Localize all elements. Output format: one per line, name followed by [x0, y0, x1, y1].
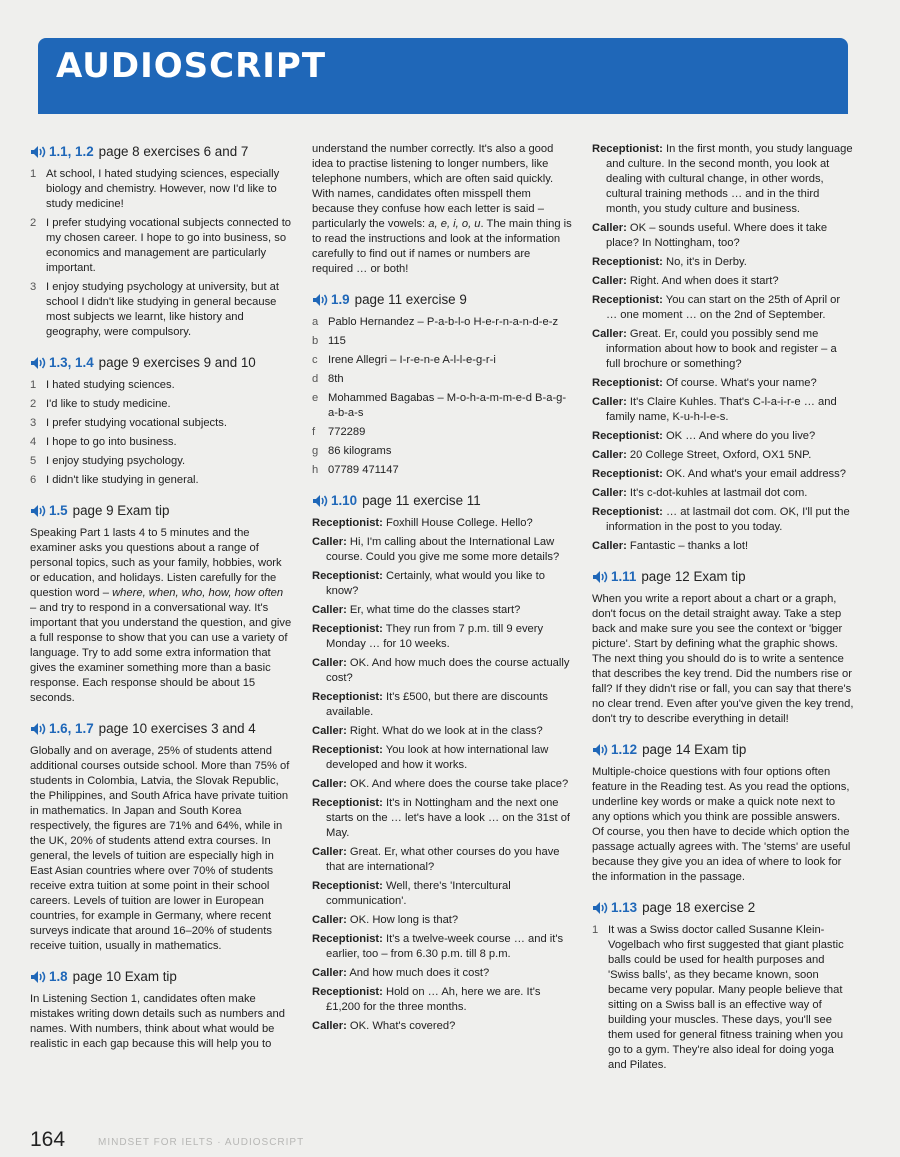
list-item: 3 I prefer studying vocational subjects. [30, 417, 227, 429]
dialogue-line: Receptionist: They run from 7 p.m. till 9 every Monday … for 10 weeks. [312, 623, 544, 650]
track-code: 1.8 [49, 969, 68, 984]
section-title: page 9 exercises 9 and 10 [98, 355, 256, 370]
section-title: page 14 Exam tip [642, 742, 747, 757]
section-header [592, 740, 854, 759]
section-1-3 [30, 353, 292, 488]
dialogue-line: Caller: Er, what time do the classes start? [312, 604, 521, 616]
section-1-6 [30, 719, 292, 954]
speaker-icon[interactable] [592, 901, 609, 915]
list-item: a Pablo Hernandez – P-a-b-l-o H-e-r-n-a-n-d-e-z [312, 316, 559, 328]
dialogue-line: Caller: Right. What do we look at in the class? [312, 725, 543, 737]
section-header [592, 567, 854, 586]
speaker-icon[interactable] [592, 570, 609, 584]
list-item: 2 I prefer studying vocational subjects connected to my chosen career. I hope to go into business, so economics and management are particularly important. [30, 217, 292, 274]
speaker-icon[interactable] [30, 722, 47, 736]
speaker-icon[interactable] [30, 970, 47, 984]
section-header [312, 491, 574, 510]
column-1 [30, 142, 292, 1065]
dialogue-line: Caller: Great. Er, could you possibly send me information about how to book and register – a full brochure or something? [592, 328, 837, 370]
section-title: page 9 Exam tip [72, 503, 170, 518]
lettered-list [312, 315, 574, 478]
numbered-list [30, 167, 292, 340]
list-item: f 772289 [312, 426, 366, 438]
section-header [312, 290, 574, 309]
section-1-1 [30, 142, 292, 340]
body-paragraph: Speaking Part 1 lasts 4 to 5 minutes and the examiner asks you questions about a range of personal topics, such as your family, hobbies, work or education, and holidays. Listen carefully for the question word – where, when, who, how, how often – and try to respond in a conversational way. It's important that you understand the question, and give a full response to show that you can use a variety of language. Try to add some extra information that gives the examiner something more than a basic response. Each response should be about 15 seconds. [30, 527, 292, 704]
body-paragraph: In Listening Section 1, candidates often make mistakes writing down details such as numbers and names. With numbers, think about what would be realistic in each gap because this will help you to [30, 993, 285, 1050]
track-code: 1.3, 1.4 [49, 355, 94, 370]
dialogue-line: Caller: OK. And where does the course take place? [312, 778, 569, 790]
list-item: b 115 [312, 335, 346, 347]
numbered-list [592, 923, 854, 1073]
section-1-11 [592, 567, 854, 727]
track-code: 1.1, 1.2 [49, 144, 94, 159]
track-code: 1.9 [331, 292, 350, 307]
list-item: 3 I enjoy studying psychology at university, but at school I didn't like studying in general because most subjects we learnt, like history and geography, were compulsory. [30, 281, 279, 338]
speaker-icon[interactable] [312, 293, 329, 307]
body-paragraph: understand the number correctly. It's also a good idea to practise listening to longer numbers, like telephone numbers, which are often said quickly. With names, candidates often misspell them because they confuse how each letter is said – particularly the vowels: a, e, i, o, u. The main thing is to read the instructions and look at the information carefully to find out if names or numbers are required … or both! [312, 143, 572, 275]
dialogue-line: Receptionist: You look at how international law developed and how it works. [312, 744, 549, 771]
track-code: 1.5 [49, 503, 68, 518]
dialogue-line: Receptionist: It's a twelve-week course … and it's earlier, too – from 6.30 p.m. till 8 p.m. [312, 933, 564, 960]
dialogue-line: Receptionist: Foxhill House College. Hello? [312, 517, 533, 529]
list-item: 6 I didn't like studying in general. [30, 474, 199, 486]
section-header [30, 353, 292, 372]
list-item: 4 I hope to go into business. [30, 436, 177, 448]
page-number: 164 [30, 1128, 66, 1151]
dialogue-line: Caller: OK. What's covered? [312, 1020, 456, 1032]
dialogue-line: Caller: OK. And how much does the course actually cost? [312, 657, 570, 684]
section-title: page 12 Exam tip [641, 569, 746, 584]
dialogue-line: Caller: Fantastic – thanks a lot! [592, 540, 749, 552]
dialogue-line: Receptionist: It's £500, but there are discounts available. [312, 691, 548, 718]
track-code: 1.6, 1.7 [49, 721, 94, 736]
audioscript-banner [38, 38, 848, 114]
body-paragraph: Globally and on average, 25% of students attend additional courses outside school. More than 75% of students in Colombia, Latvia, the Slovak Republic, the Philippines, and South Africa have private tuition in mathematics. In Japan and South Korea respectively, the figures are 71% and 64%, while in the UK, 20% of students attend extra courses. In general, the levels of tuition are especially high in East Asian countries where over 70% of students receive extra tuition at some point in their school careers. Levels of tuition are lower in European countries, for example in Germany, where recent surveys indicate that around 16–20% of students receive tuition, usually in mathematics. [30, 745, 290, 952]
section-1-8 [30, 967, 292, 1052]
dialogue-line: Receptionist: Well, there's 'Intercultural communication'. [312, 880, 511, 907]
numbered-list [30, 378, 292, 488]
section-title: page 11 exercise 11 [362, 493, 481, 508]
section-title: page 11 exercise 9 [354, 292, 467, 307]
body-paragraph: Multiple-choice questions with four options often feature in the Reading test. As you read the options, underline key words or make a quick note next to any options which you think are possible answers. Of course, you then have to decide which option the passage actually agrees with. The 'stems' are useful because they give you an idea of where to look for the information in the passage. [592, 766, 851, 883]
dialogue-line: Caller: OK. How long is that? [312, 914, 459, 926]
section-1-10 [312, 491, 574, 1034]
section-header [30, 719, 292, 738]
speaker-icon[interactable] [30, 356, 47, 370]
track-code: 1.10 [331, 493, 358, 508]
section-1-9 [312, 290, 574, 478]
dialogue-line: Receptionist: OK … And where do you live? [592, 430, 816, 442]
list-item: 1 I hated studying sciences. [30, 379, 175, 391]
dialogue-line: Caller: It's c-dot-kuhles at lastmail dot com. [592, 487, 808, 499]
dialogue-line: Caller: And how much does it cost? [312, 967, 490, 979]
dialogue-line: Receptionist: Of course. What's your name? [592, 377, 817, 389]
dialogue-line: Caller: Right. And when does it start? [592, 275, 779, 287]
section-1-13 [592, 898, 854, 1073]
running-footer: MINDSET FOR IELTS · AUDIOSCRIPT [98, 1137, 305, 1148]
track-code: 1.13 [611, 900, 638, 915]
section-title: page 10 Exam tip [72, 969, 177, 984]
list-item: d 8th [312, 373, 344, 385]
speaker-icon[interactable] [592, 743, 609, 757]
dialogue-line: Caller: 20 College Street, Oxford, OX1 5NP. [592, 449, 812, 461]
section-header [592, 898, 854, 917]
column-3 [592, 142, 854, 1086]
speaker-icon[interactable] [312, 494, 329, 508]
dialogue-line: Receptionist: No, it's in Derby. [592, 256, 747, 268]
track-code: 1.11 [611, 569, 637, 584]
body-paragraph: When you write a report about a chart or a graph, don't focus on the detail straight away. Take a step back and make sure you see the context or 'bigger picture'. Start by defining what the graphic shows. The next thing you should do is to write a sentence that describes the key trend. Did the numbers rise or fall? If they didn't rise or fall, you can say that there's no clear trend. Even after you've given the key trend, don't try to describe everything in detail! [592, 593, 854, 725]
dialogue-line: Receptionist: It's in Nottingham and the next one starts on the … let's have a look … on the 31st of May. [312, 797, 571, 839]
dialogue-line: Receptionist: Certainly, what would you like to know? [312, 570, 545, 597]
section-title: page 8 exercises 6 and 7 [98, 144, 249, 159]
dialogue-line: Receptionist: … at lastmail dot com. OK, I'll put the information in the post to you today. [592, 506, 850, 533]
column-2 [312, 142, 574, 1047]
speaker-icon[interactable] [30, 504, 47, 518]
dialogue-line: Receptionist: In the first month, you study language and culture. In the second month, you look at dealing with cultural change, in other words, cultural training methods … and in the third month, you study culture and business. [592, 143, 853, 215]
list-item: 1 It was a Swiss doctor called Susanne Klein-Vogelbach who first suggested that giant plastic balls could be used for health purposes and 'Swiss balls', as they became known, soon became very popular. Many people believe that sitting on a Swiss ball is an effective way of building your muscles. These days, you'll see them used for general fitness training when you go to a gym. They're also ideal for doing yoga and Pilates. [592, 924, 844, 1071]
speaker-icon[interactable] [30, 145, 47, 159]
section-1-5 [30, 501, 292, 706]
list-item: h 07789 471147 [312, 464, 399, 476]
section-header [30, 967, 292, 986]
dialogue-line: Receptionist: Hold on … Ah, here we are. It's £1,200 for the three months. [312, 986, 541, 1013]
list-item: 2 I'd like to study medicine. [30, 398, 171, 410]
list-item: g 86 kilograms [312, 445, 392, 457]
banner-title: AUDIOSCRIPT [56, 46, 327, 86]
section-header [30, 501, 292, 520]
track-code: 1.12 [611, 742, 638, 757]
section-title: page 10 exercises 3 and 4 [98, 721, 256, 736]
list-item: c Irene Allegri – I-r-e-n-e A-l-l-e-g-r-i [312, 354, 496, 366]
list-item: 5 I enjoy studying psychology. [30, 455, 186, 467]
dialogue-line: Caller: Great. Er, what other courses do you have that are international? [312, 846, 560, 873]
dialogue-continued [592, 142, 854, 554]
dialogue-line: Receptionist: You can start on the 25th of April or … one moment … on the 2nd of September. [592, 294, 841, 321]
list-item: e Mohammed Bagabas – M-o-h-a-m-m-e-d B-a-g-a-b-a-s [312, 392, 567, 419]
section-1-8-continued [312, 142, 574, 277]
dialogue-line: Caller: It's Claire Kuhles. That's C-l-a-i-r-e … and family name, K-u-h-l-e-s. [592, 396, 837, 423]
section-1-12 [592, 740, 854, 885]
dialogue-line: Caller: Hi, I'm calling about the International Law course. Could you give me some more details? [312, 536, 560, 563]
dialogue-line: Receptionist: OK. And what's your email address? [592, 468, 846, 480]
dialogue [312, 516, 574, 1034]
section-header [30, 142, 292, 161]
section-title: page 18 exercise 2 [642, 900, 756, 915]
dialogue-line: Caller: OK – sounds useful. Where does it take place? In Nottingham, too? [592, 222, 828, 249]
list-item: 1 At school, I hated studying sciences, especially biology and chemistry. However, now I'd like to study medicine! [30, 168, 280, 210]
